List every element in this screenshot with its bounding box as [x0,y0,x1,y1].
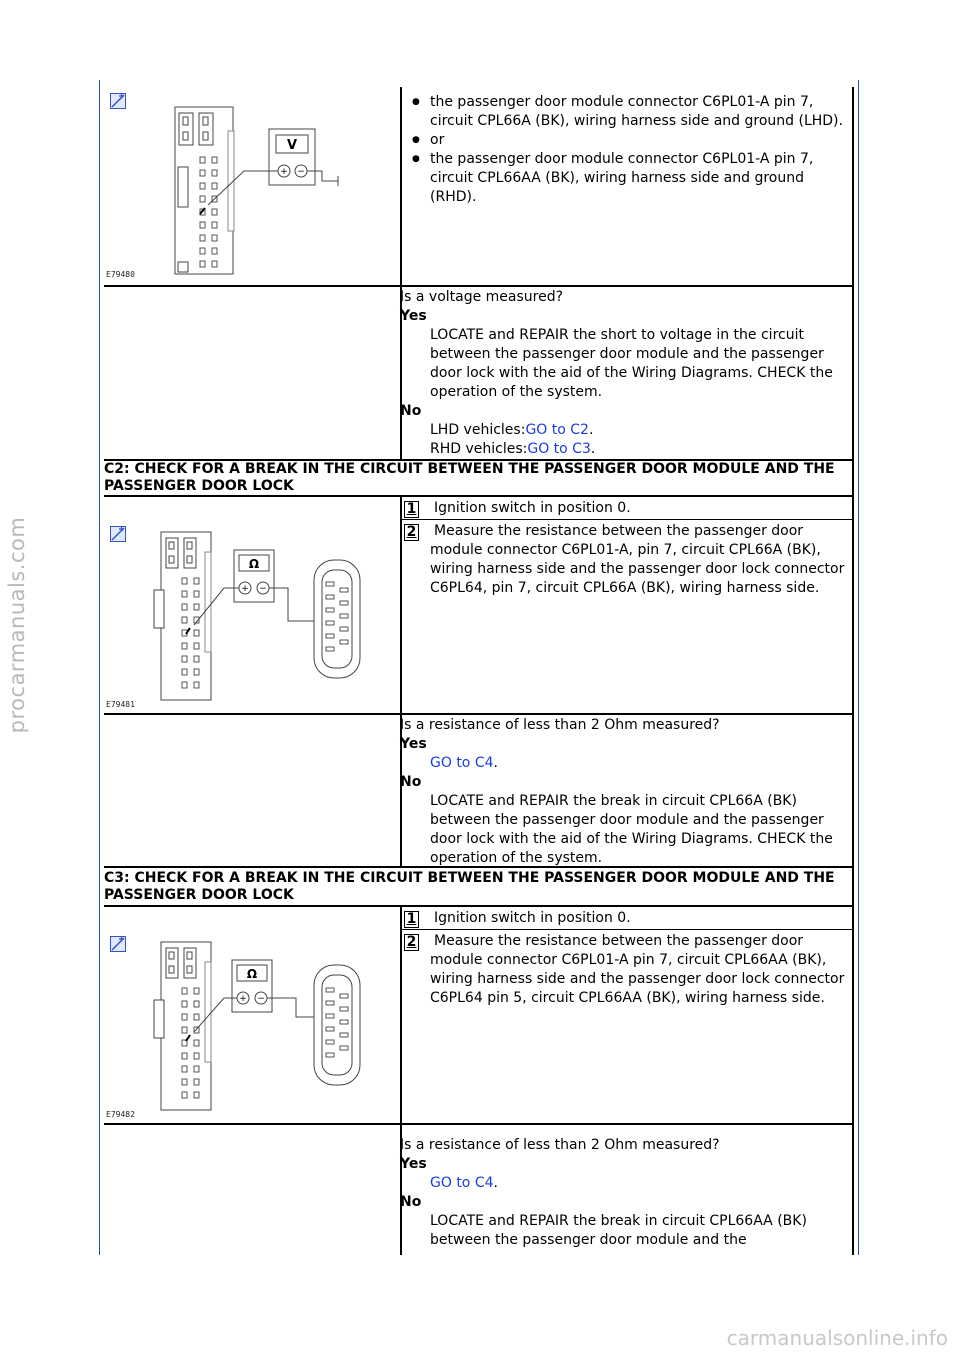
svg-text:+: + [241,584,249,594]
connector-voltmeter-diagram [104,87,400,285]
connector-ohmmeter-diagram [104,930,400,1123]
c3-step-2-row [104,930,854,1123]
no-label: No [400,403,422,419]
question-cell-1 [400,287,854,459]
row-figure-1 [104,87,854,285]
goto-c4-link[interactable]: GO to C4 [430,755,494,771]
no-action: LOCATE and REPAIR the break in circuit CPL66A (BK) between the passenger door module and the passenger door lock with the aid of the Wiring Diagrams. CHECK the operation of the system. [430,793,833,866]
step-number: 2 [404,934,419,951]
svg-text:−: − [259,584,267,594]
step-text: Measure the resistance between the passenger door module connector C6PL01-A pin 7, circuit CPL66AA (BK), wiring harness side and the passenger door lock connector C6PL64 pin 5, circuit CPL66AA (BK), wiring harness side. [430,933,845,1006]
bullet-item: ● the passenger door module connector C6PL01-A pin 7, circuit CPL66A (BK), wiring harness side and ground (LHD). [400,93,848,131]
figure-cell-2 [104,520,402,713]
step-number: 1 [404,501,419,518]
yes-action: GO to C4. [430,755,498,771]
yes-label: Yes [400,308,427,324]
yes-action: GO to C4. [430,1175,498,1191]
yes-action: LOCATE and REPAIR the short to voltage in the circuit between the passenger door module and the passenger door lock with the aid of the Wiring Diagrams. CHECK the operation of the system. [430,327,833,400]
c2-step-2-row [104,520,854,713]
question-text: Is a voltage measured? [400,289,564,305]
goto-c3-link[interactable]: GO to C3 [527,441,591,457]
goto-c2-link[interactable]: GO to C2 [525,422,589,438]
figure-id: E79480 [106,270,135,279]
figure-cell-3 [104,930,402,1123]
no-label: No [400,774,422,790]
ohmmeter-symbol: Ω [248,557,260,571]
row-question-1 [104,287,854,459]
no-label: No [400,1194,422,1210]
row-question-c2 [104,715,854,866]
svg-text:−: − [297,167,305,177]
no-action: LOCATE and REPAIR the break in circuit CPL66AA (BK) between the passenger door module and the [430,1213,807,1248]
connector-ohmmeter-diagram [104,520,400,713]
measurement-bullets [400,93,852,207]
svg-text:+: + [239,994,247,1004]
ohmmeter-symbol: Ω [246,967,258,981]
bullet-item: ● the passenger door module connector C6PL01-A pin 7, circuit CPL66AA (BK), wiring harness side and ground (RHD). [400,150,848,207]
no-action-rhd: RHD vehicles:GO to C3. [430,441,596,457]
svg-text:−: − [257,994,265,1004]
question-text: Is a resistance of less than 2 Ohm measured? [400,1137,720,1153]
svg-text:+: + [280,167,288,177]
no-action-lhd: LHD vehicles:GO to C2. [430,422,594,438]
goto-c4-link[interactable]: GO to C4 [430,1175,494,1191]
step-number: 1 [404,911,419,928]
bottom-watermark: carmanualsonline.info [726,1326,948,1350]
instruction-cell-1 [400,87,854,285]
voltmeter-symbol: V [286,138,298,153]
step-text: Ignition switch in position 0. [434,910,631,926]
yes-label: Yes [400,736,427,752]
step-text: Ignition switch in position 0. [434,500,631,516]
bullet-item: ● or [400,131,848,150]
figure-id: E79482 [106,1110,135,1119]
side-watermark: procarmanuals.com [5,516,29,734]
section-heading-c2: C2: CHECK FOR A BREAK IN THE CIRCUIT BETWEEN THE PASSENGER DOOR MODULE AND THE PASSENGER DOOR LOCK [104,459,854,497]
question-text: Is a resistance of less than 2 Ohm measured? [400,717,720,733]
step-text: Measure the resistance between the passenger door module connector C6PL01-A, pin 7, circuit CPL66A (BK), wiring harness side and the passenger door lock connector C6PL64, pin 7, circuit CPL66A (BK), wiring harness side. [430,523,845,596]
section-heading-c3: C3: CHECK FOR A BREAK IN THE CIRCUIT BETWEEN THE PASSENGER DOOR MODULE AND THE PASSENGER DOOR LOCK [104,868,854,906]
yes-label: Yes [400,1156,427,1172]
figure-cell-1 [104,87,402,285]
page-border-right [858,80,859,1255]
c2-step-1-row [104,497,854,519]
row-question-c3 [104,1125,854,1255]
step-number: 2 [404,524,419,541]
page-border-left [99,80,100,1255]
c3-step-1-row [104,907,854,929]
figure-id: E79481 [106,700,135,709]
